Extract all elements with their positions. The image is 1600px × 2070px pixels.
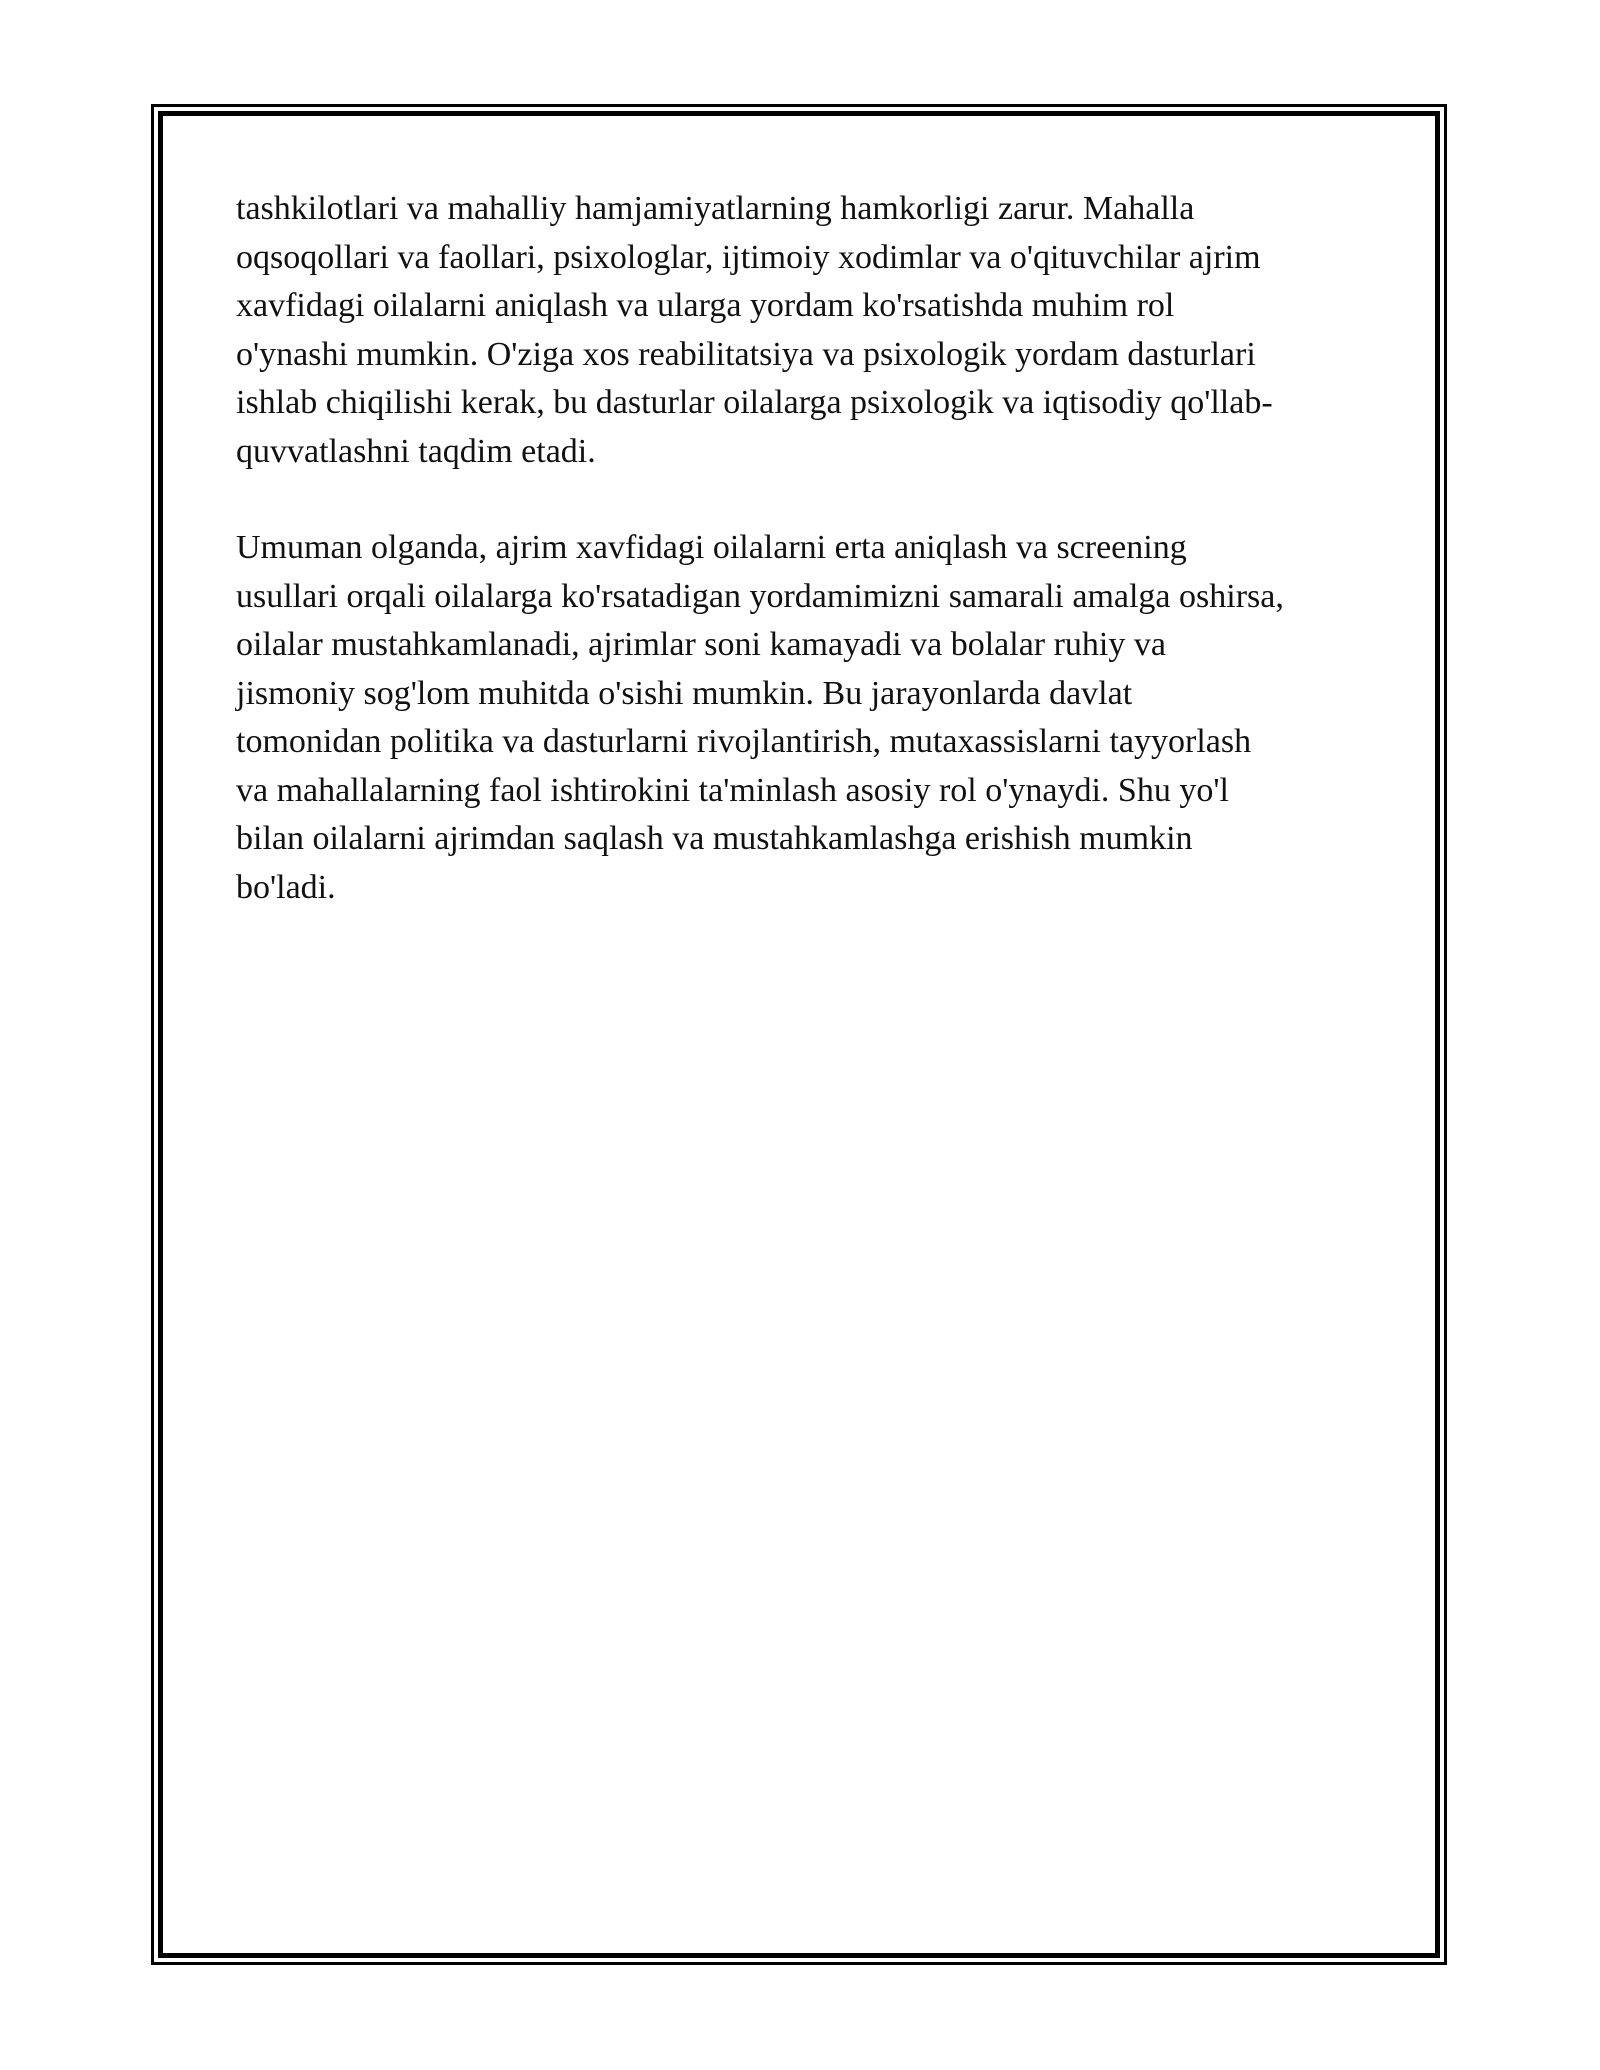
text-line: oilalar mustahkamlanadi, ajrimlar soni kamayadi va bolalar ruhiy va <box>236 626 1166 663</box>
text-line: jismoniy sog'lom muhitda o'sishi mumkin. Bu jarayonlarda davlat <box>236 674 1133 712</box>
text-line: quvvatlashni taqdim etadi. <box>236 432 596 470</box>
text-line: tashkilotlari va mahalliy hamjamiyatlarning hamkorligi zarur. Mahalla <box>236 190 1195 227</box>
text-line: bilan oilalarni ajrimdan saqlash va mustahkamlashga erishish mumkin <box>236 820 1193 857</box>
paragraph-2 <box>236 524 1386 912</box>
text-line: xavfidagi oilalarni aniqlash va ularga yordam ko'rsatishda muhim rol <box>236 287 1175 324</box>
text-line: Umuman olganda, ajrim xavfidagi oilalarni erta aniqlash va screening <box>236 529 1187 566</box>
text-line: oqsoqollari va faollari, psixologlar, ijtimoiy xodimlar va o'qituvchilar ajrim <box>236 238 1261 276</box>
text-line: usullari orqali oilalarga ko'rsatadigan yordamimizni samarali amalga oshirsa, <box>236 577 1284 615</box>
text-line: o'ynashi mumkin. O'ziga xos reabilitatsiya va psixologik yordam dasturlari <box>236 335 1256 373</box>
text-line: ishlab chiqilishi kerak, bu dasturlar oilalarga psixologik va iqtisodiy qo'llab- <box>236 384 1273 421</box>
document-body <box>236 185 1386 912</box>
text-line: va mahallalarning faol ishtirokini ta'minlash asosiy rol o'ynaydi. Shu yo'l <box>236 771 1229 809</box>
paragraph-1 <box>236 185 1386 476</box>
text-line: tomonidan politika va dasturlarni rivojlantirish, mutaxassislarni tayyorlash <box>236 723 1252 760</box>
text-line: bo'ladi. <box>236 868 336 906</box>
